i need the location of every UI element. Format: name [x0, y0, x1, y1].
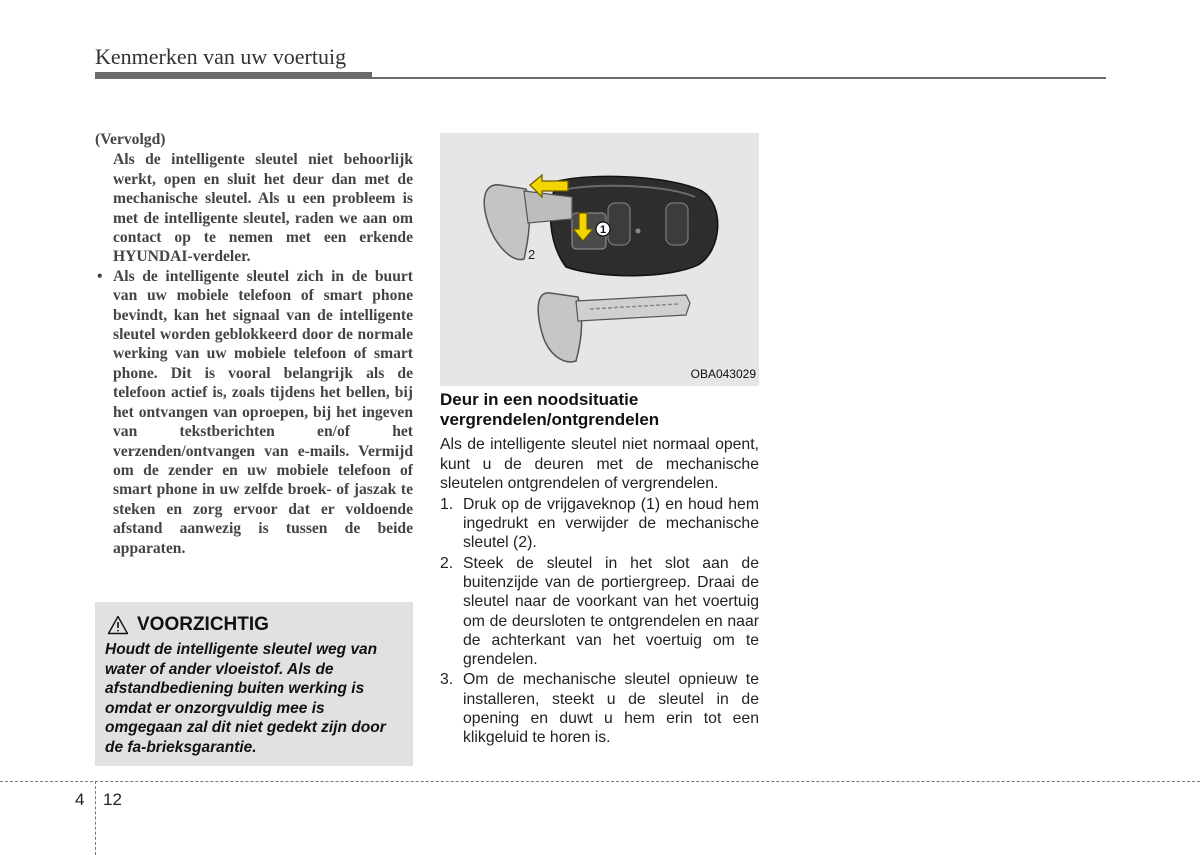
mechanical-key-handle-top	[484, 185, 529, 260]
section-title: Deur in een noodsituatie vergrendelen/ontgrendelen	[440, 390, 660, 429]
key-shaft-top	[524, 191, 572, 223]
caution-title: VOORZICHTIG	[137, 614, 269, 635]
section-intro: Als de intelligente sleutel niet normaal opent, kunt u de deuren met de mechanische sleutelen ontgrendelen of vergrendelen.	[440, 436, 759, 493]
footer-divider	[0, 781, 1200, 782]
bullet-dot: •	[97, 267, 103, 285]
smart-key-illustration	[440, 133, 759, 386]
callout-2-label: 2	[528, 247, 536, 262]
page-header-title: Kenmerken van uw voertuig	[95, 44, 347, 69]
caution-box	[95, 602, 413, 766]
steps-list	[440, 495, 759, 748]
caution-text: Houdt de intelligente sleutel weg van water of ander vloeistof. Als de afstandbediening buiten werking is omdat er onzorgvuldig mee is omgegaan zal dit niet gedekt zijn door de fa-brieksgarantie.	[105, 641, 386, 756]
caution-heading	[107, 614, 269, 636]
step-text: Steek de sleutel in het slot aan de buitenzijde van de portiergreep. Draai de sleutel naar de voorkant van het voertuig om de deursloten te ontgrendelen en naar de achterkant van het voertuig om te grendelen.	[463, 554, 759, 669]
mechanical-key-handle	[538, 293, 581, 362]
phone-interference-bullet	[95, 267, 413, 558]
list-item	[440, 495, 759, 553]
continued-label: (Vervolgd)	[95, 131, 166, 148]
phone-interference-text: Als de intelligente sleutel zich in de buurt van uw mobiele telefoon of smart phone bevindt, kan het signaal van de intelligente sleutel worden geblokkeerd door de normale werking van uw mobiele telefoon of smart phone. Dit is vooral belangrijk als de telefoon actief is, zoals tijdens het bellen, bij het ontvangen van oproepen, bij het ingeven van tekstberichten en/of het verzenden/ontvangen van e-mails. Vermijd om de zender en uw mobiele telefoon of smart phone in uw zelfde broek- of jaszak te steken en zorg ervoor dat er voldoende afstand aanwezig is tussen de beide apparaten.	[113, 267, 413, 557]
step-text: Om de mechanische sleutel opnieuw te installeren, steekt u de sleutel in de opening en duwt u hem erin tot een klikgeluid te horen is.	[463, 671, 759, 747]
chapter-number: 4	[75, 790, 85, 809]
page-number: 12	[103, 790, 122, 809]
fob-button-lock	[608, 203, 630, 245]
step-number: 3.	[440, 671, 454, 689]
callout-1-label: 1	[599, 224, 607, 236]
left-column	[95, 130, 413, 558]
fob-button-unlock	[666, 203, 688, 245]
mechanical-key-blade	[576, 295, 690, 321]
footer-vertical-divider	[95, 781, 96, 855]
smart-key-drawing	[440, 133, 759, 386]
right-column	[440, 390, 759, 748]
step-number: 2.	[440, 554, 454, 572]
step-text: Druk op de vrijgaveknop (1) en houd hem ingedrukt en verwijder de mechanische sleutel (2).	[463, 495, 759, 552]
header-rule	[95, 77, 1106, 79]
fob-button-dot	[636, 229, 641, 234]
list-item	[440, 670, 759, 747]
warning-triangle-icon	[107, 615, 129, 635]
step-number: 1.	[440, 495, 454, 513]
smart-key-malfunction-paragraph: Als de intelligente sleutel niet behoorlijk werkt, open en sluit het deur dan met de mechanische sleutel. Als u een probleem is met de intelligente sleutel, raden we aan om contact op te nemen met een erkende HYUNDAI-verdeler.	[113, 151, 413, 266]
figure-code: OBA043029	[690, 367, 756, 381]
list-item	[440, 554, 759, 670]
